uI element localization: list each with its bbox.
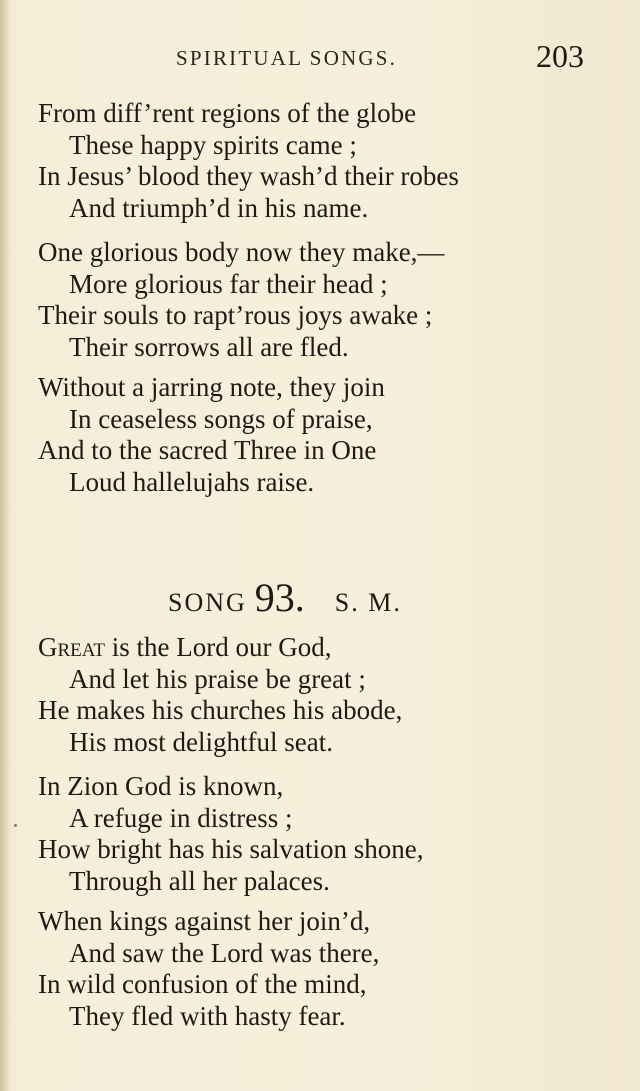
song-label: SONG [168, 588, 247, 617]
verse-line: They fled with hasty fear. [69, 1000, 346, 1031]
verse-line: Loud hallelujahs raise. [69, 466, 315, 497]
stanza [38, 632, 402, 758]
verse-line: Through all her palaces. [69, 865, 330, 896]
verse-line: And let his praise be great ; [69, 663, 366, 694]
verse-line: And saw the Lord was there, [69, 937, 380, 968]
verse-line: His most delightful seat. [69, 726, 333, 757]
verse-line: When kings against her join’d, [38, 906, 371, 936]
stanza [38, 906, 379, 1032]
stanza [38, 98, 459, 224]
verse-line: One glorious body now they make,— [38, 237, 445, 267]
verse-line-rest: is the Lord our God, [105, 632, 332, 662]
verse-line: And to the sacred Three in One [38, 435, 377, 465]
verse-line: How bright has his salvation shone, [38, 834, 424, 864]
verse-line: Their souls to rapt’rous joys awake ; [38, 300, 433, 330]
verse-line: He makes his churches his abode, [38, 695, 403, 725]
running-title: SPIRITUAL SONGS. [176, 46, 398, 70]
verse-line: In Jesus’ blood they wash’d their robes [38, 161, 459, 191]
verse-line: Without a jarring note, they join [38, 372, 385, 402]
stanza [38, 771, 423, 897]
verse-line: More glorious far their head ; [69, 268, 388, 299]
verse-line: And triumph’d in his name. [69, 192, 369, 223]
song-number: 93. [254, 575, 305, 620]
verse-line: These happy spirits came ; [69, 129, 357, 160]
verse-line [38, 632, 402, 664]
verse-line: Their sorrows all are fled. [69, 331, 349, 362]
song-heading [168, 574, 402, 621]
paper-speck [14, 824, 17, 827]
stanza [38, 372, 385, 498]
verse-line: In ceaseless songs of praise, [69, 403, 373, 434]
verse-line: A refuge in distress ; [69, 802, 293, 833]
initial-word: Great [38, 632, 105, 662]
verse-line: In Zion God is known, [38, 771, 284, 801]
gutter-shadow [0, 0, 10, 1091]
stanza [38, 237, 444, 363]
song-meter: S. M. [334, 588, 402, 617]
verse-line: In wild confusion of the mind, [38, 969, 367, 999]
page-number: 203 [536, 38, 584, 74]
verse-line: From diff’rent regions of the globe [38, 98, 417, 128]
